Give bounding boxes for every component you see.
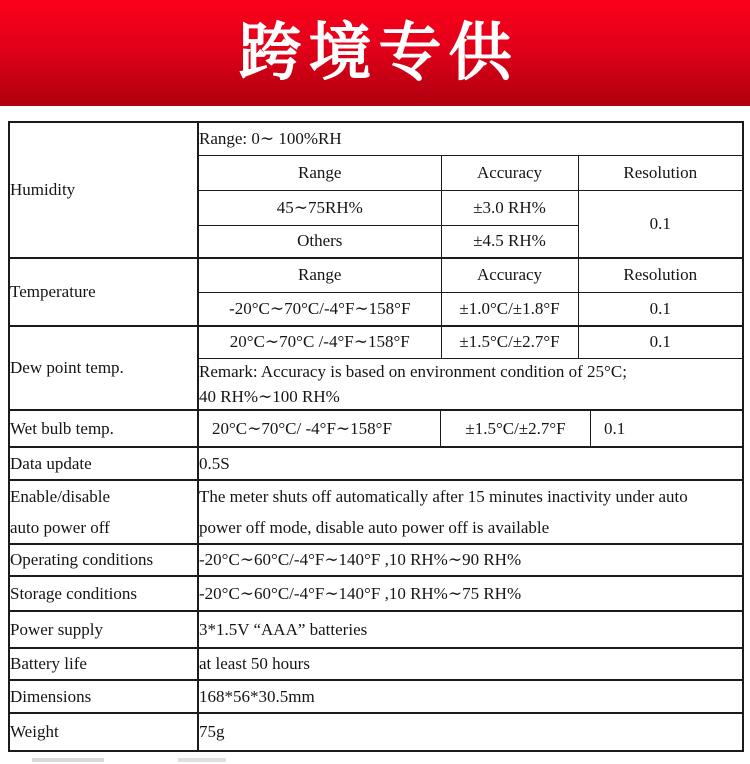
spec-label-power-supply: Power supply <box>9 611 198 648</box>
wet-bulb-resolution: 0.1 <box>604 418 626 438</box>
spec-table <box>8 121 744 752</box>
humidity-resolution: 0.1 <box>578 190 743 258</box>
humidity-accuracy-1: ±3.0 RH% <box>441 190 578 225</box>
dew-point-range: 20°C∼70°C /-4°F∼158°F <box>198 326 441 358</box>
temperature-accuracy: ±1.0°C/±1.8°F <box>441 292 578 326</box>
dew-point-remark-line-2: 40 RH%∼100 RH% <box>199 386 340 406</box>
cutoff-text-fragment <box>178 758 226 762</box>
temperature-resolution: 0.1 <box>578 292 743 326</box>
temperature-header-accuracy: Accuracy <box>441 258 578 292</box>
temperature-header-range: Range <box>198 258 441 292</box>
auto-power-off-label-line-2: auto power off <box>10 518 110 537</box>
spec-value-data-update: 0.5S <box>198 447 743 480</box>
spec-label-dew-point: Dew point temp. <box>9 326 198 410</box>
spec-label-operating-conditions: Operating conditions <box>9 544 198 576</box>
auto-power-off-value-line-2: power off mode, disable auto power off is available <box>199 518 550 537</box>
spec-label-data-update: Data update <box>9 447 198 480</box>
spec-label-weight: Weight <box>9 713 198 751</box>
humidity-header-range: Range <box>198 155 441 190</box>
spec-label-humidity: Humidity <box>9 122 198 258</box>
wet-bulb-row <box>198 410 743 447</box>
banner <box>0 0 750 106</box>
wet-bulb-accuracy: ±1.5°C/±2.7°F <box>440 411 591 446</box>
humidity-range-1: 45∼75RH% <box>198 190 441 225</box>
auto-power-off-label-line-1: Enable/disable <box>10 487 111 506</box>
spec-label-dimensions: Dimensions <box>9 680 198 713</box>
spec-value-power-supply: 3*1.5V “AAA” batteries <box>198 611 743 648</box>
humidity-header-accuracy: Accuracy <box>441 155 578 190</box>
spec-value-storage-conditions: -20°C∼60°C/-4°F∼140°F ,10 RH%∼75 RH% <box>198 576 743 611</box>
dew-point-resolution: 0.1 <box>578 326 743 358</box>
humidity-header-resolution: Resolution <box>578 155 743 190</box>
auto-power-off-value-line-1: The meter shuts off automatically after 15 minutes inactivity under auto <box>199 487 688 506</box>
dew-point-remark-line-1: Remark: Accuracy is based on environment condition of 25°C; <box>199 361 627 381</box>
spec-value-auto-power-off <box>198 480 743 544</box>
spec-label-auto-power-off <box>9 480 198 544</box>
dew-point-remark <box>198 358 743 410</box>
humidity-range-2: Others <box>198 225 441 258</box>
spec-value-operating-conditions: -20°C∼60°C/-4°F∼140°F ,10 RH%∼90 RH% <box>198 544 743 576</box>
spec-value-dimensions: 168*56*30.5mm <box>198 680 743 713</box>
cutoff-text-fragment <box>32 758 104 762</box>
spec-label-battery-life: Battery life <box>9 648 198 680</box>
spec-label-wet-bulb: Wet bulb temp. <box>9 410 198 447</box>
temperature-range: -20°C∼70°C/-4°F∼158°F <box>198 292 441 326</box>
humidity-accuracy-2: ±4.5 RH% <box>441 225 578 258</box>
spec-value-battery-life: at least 50 hours <box>198 648 743 680</box>
temperature-header-resolution: Resolution <box>578 258 743 292</box>
banner-title: 跨境专供 <box>238 17 519 88</box>
dew-point-accuracy: ±1.5°C/±2.7°F <box>441 326 578 358</box>
spec-label-storage-conditions: Storage conditions <box>9 576 198 611</box>
spec-value-weight: 75g <box>198 713 743 751</box>
wet-bulb-range: 20°C∼70°C/ -4°F∼158°F <box>212 418 392 438</box>
spec-label-temperature: Temperature <box>9 258 198 326</box>
humidity-range-summary: Range: 0∼ 100%RH <box>198 122 743 155</box>
